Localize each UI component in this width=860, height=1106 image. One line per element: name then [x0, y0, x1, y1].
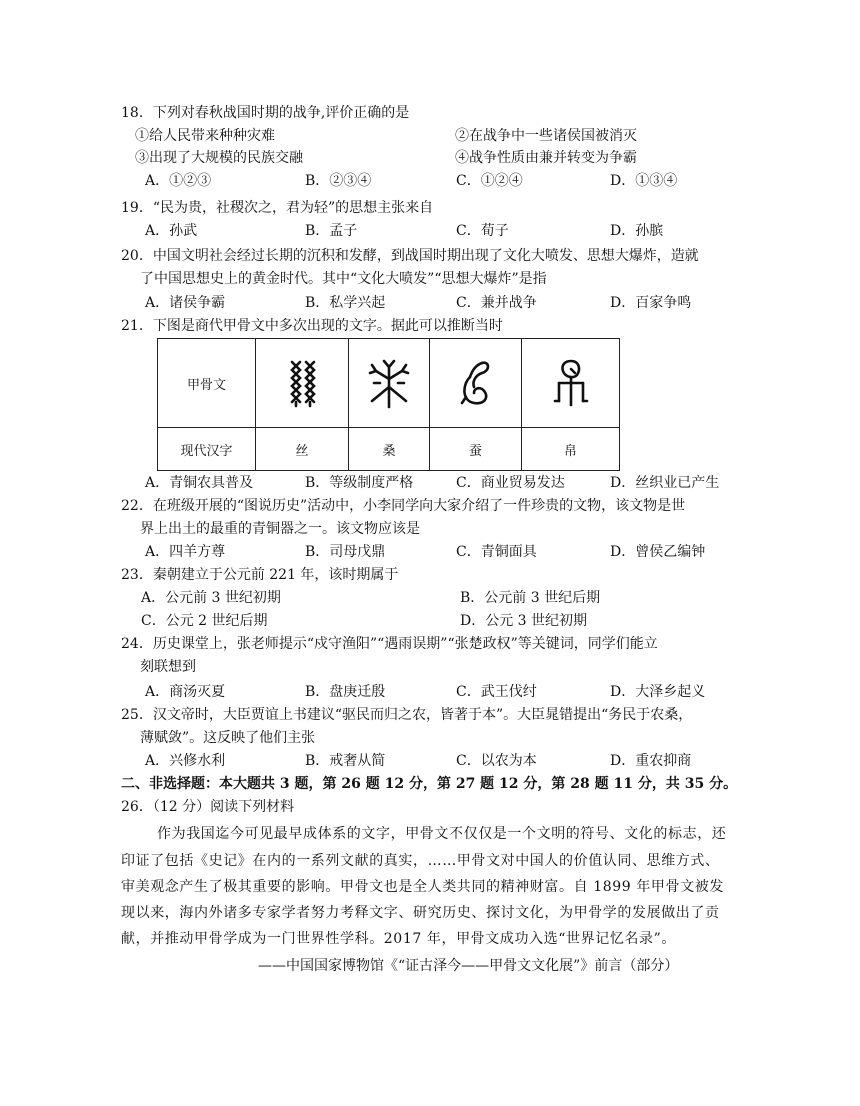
- q19-stem: 19．“民为贵，社稷次之，君为轻”的思想主张来自: [121, 200, 434, 216]
- q22-option-b[interactable]: B．司母戊鼎: [305, 544, 386, 560]
- q20-option-b[interactable]: B．私学兴起: [305, 295, 386, 311]
- q25-stem-line-2: 薄赋敛”。这反映了他们主张: [140, 730, 316, 746]
- q20-stem-line-2: 了中国思想史上的黄金时代。其中“文化大喷发”“思想大爆炸”是指: [140, 271, 547, 287]
- q25-option-b[interactable]: B．戒奢从简: [305, 753, 386, 769]
- q26-source: ——中国国家博物馆《“证古泽今——甲骨文文化展”》前言（部分）: [258, 958, 679, 974]
- q22-option-c[interactable]: C．青铜面具: [456, 544, 537, 560]
- q26-material-line-4: 现以来，海内外诸多专家学者努力考释文字、研究历史、探讨文化，为甲骨学的发展做出了贡: [121, 905, 720, 921]
- q19-option-b[interactable]: B．孟子: [305, 223, 358, 239]
- q24-option-a[interactable]: A．商汤灭夏: [145, 684, 226, 700]
- q21-stem: 21．下图是商代甲骨文中多次出现的文字。据此可以推断当时: [121, 318, 503, 334]
- q20-option-c[interactable]: C．兼并战争: [456, 295, 537, 311]
- q20-option-d[interactable]: D．百家争鸣: [610, 295, 692, 311]
- q19-option-d[interactable]: D．孙膑: [610, 223, 664, 239]
- modern-char-bo: 帛: [522, 428, 620, 471]
- q22-stem-line-2: 界上出土的最重的青铜器之一。该文物应该是: [140, 521, 420, 537]
- oracle-sang-icon: [349, 339, 430, 428]
- q23-option-b[interactable]: B．公元前 3 世纪后期: [460, 590, 601, 606]
- modern-char-sang: 桑: [349, 428, 430, 471]
- q26-material-line-2: 印证了包括《史记》在内的一系列文献的真实，……甲骨文对中国人的价值认同、思维方式、: [121, 853, 720, 869]
- q23-option-c[interactable]: C．公元 2 世纪后期: [141, 613, 268, 629]
- q24-option-d[interactable]: D．大泽乡起义: [610, 684, 706, 700]
- q26-stem: 26．（12 分）阅读下列材料: [121, 799, 295, 815]
- q25-option-c[interactable]: C．以农为本: [456, 753, 537, 769]
- q18-item-4: ④战争性质由兼并转变为争霸: [455, 150, 637, 166]
- q21-option-c[interactable]: C．商业贸易发达: [456, 475, 565, 491]
- q19-option-a[interactable]: A．孙武: [145, 223, 198, 239]
- q22-option-d[interactable]: D．曾侯乙编钟: [610, 544, 706, 560]
- q20-option-a[interactable]: A．诸侯争霸: [145, 295, 226, 311]
- q21-option-d[interactable]: D．丝织业已产生: [610, 475, 720, 491]
- q23-option-d[interactable]: D．公元 3 世纪初期: [460, 613, 588, 629]
- oracle-row-label: 甲骨文: [158, 339, 256, 428]
- q22-stem-line-1: 22．在班级开展的“图说历史”活动中，小李同学向大家介绍了一件珍贵的文物，该文物是世: [121, 498, 686, 514]
- q24-stem-line-2: 刻联想到: [140, 659, 196, 675]
- modern-char-si: 丝: [256, 428, 349, 471]
- q24-option-b[interactable]: B．盘庚迁殷: [305, 684, 386, 700]
- q18-item-1: ①给人民带来种种灾难: [135, 128, 275, 144]
- q25-option-a[interactable]: A．兴修水利: [145, 753, 226, 769]
- q24-stem-line-1: 24．历史课堂上，张老师提示“戍守渔阳”“遇雨误期”“张楚政权”等关键词，同学们能立: [121, 636, 658, 652]
- q24-option-c[interactable]: C．武王伐纣: [456, 684, 537, 700]
- q18-item-3: ③出现了大规模的民族交融: [135, 150, 303, 166]
- oracle-can-icon: [430, 339, 522, 428]
- q21-option-b[interactable]: B．等级制度严格: [305, 475, 414, 491]
- q18-option-b[interactable]: B．②③④: [305, 173, 372, 189]
- modern-char-can: 蚕: [430, 428, 522, 471]
- q23-stem: 23．秦朝建立于公元前 221 年，该时期属于: [121, 567, 399, 583]
- oracle-si-icon: [256, 339, 349, 428]
- q18-stem: 18．下列对春秋战国时期的战争,评价正确的是: [121, 105, 410, 121]
- q18-option-a[interactable]: A．①②③: [145, 173, 212, 189]
- q26-material-line-1: 作为我国迄今可见最早成体系的文字，甲骨文不仅仅是一个文明的符号、文化的标志，还: [157, 826, 727, 842]
- q21-option-a[interactable]: A．青铜农具普及: [145, 475, 254, 491]
- oracle-bo-icon: [522, 339, 620, 428]
- q18-item-2: ②在战争中一些诸侯国被消灭: [455, 128, 637, 144]
- q23-option-a[interactable]: A．公元前 3 世纪初期: [141, 590, 281, 606]
- oracle-bone-table: [157, 338, 620, 471]
- q25-option-d[interactable]: D．重农抑商: [610, 753, 692, 769]
- section-2-heading: 二、非选择题：本大题共 3 题，第 26 题 12 分，第 27 题 12 分，第 28 题 11 分，共 35 分。: [121, 776, 738, 792]
- q26-material-line-5: 献，并推动甲骨学成为一门世界性学科。2017 年，甲骨文成功入选“世界记忆名录”。: [121, 931, 676, 947]
- q19-option-c[interactable]: C．荀子: [456, 223, 509, 239]
- modern-row-label: 现代汉字: [158, 428, 256, 471]
- q22-option-a[interactable]: A．四羊方尊: [145, 544, 226, 560]
- q18-option-c[interactable]: C．①②④: [456, 173, 523, 189]
- q25-stem-line-1: 25．汉文帝时，大臣贾谊上书建议“驱民而归之农，皆著于本”。大臣晁错提出“务民于农桑，: [121, 707, 693, 723]
- q18-option-d[interactable]: D．①③④: [610, 173, 678, 189]
- q26-material-line-3: 审美观念产生了极其重要的影响。甲骨文也是全人类共同的精神财富。自 1899 年甲骨文被发: [121, 879, 724, 895]
- q20-stem-line-1: 20．中国文明社会经过长期的沉积和发酵，到战国时期出现了文化大喷发、思想大爆炸，造就: [121, 248, 699, 264]
